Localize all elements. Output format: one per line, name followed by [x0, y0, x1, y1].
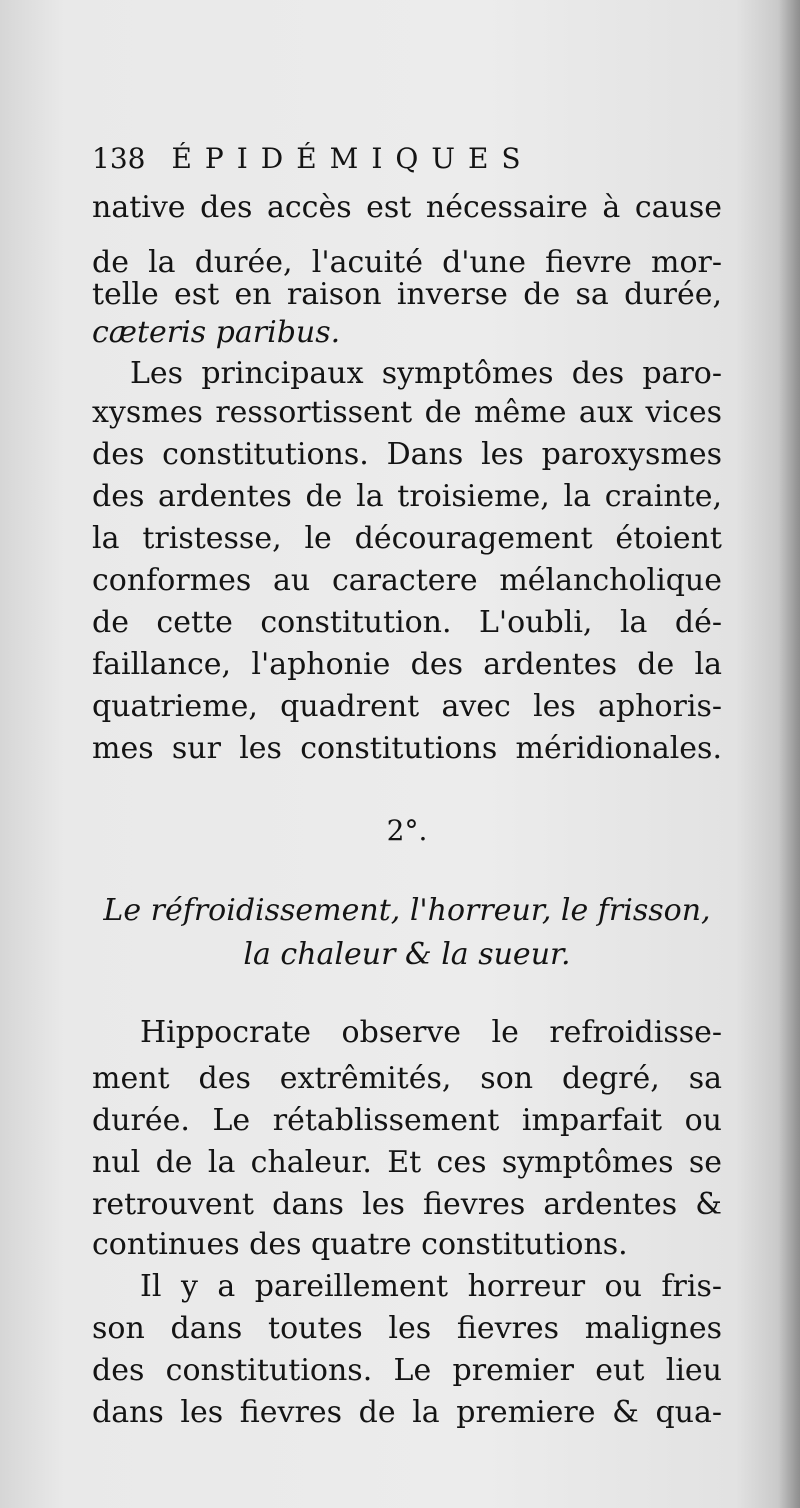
text-line: xysmes ressortissent de même aux vices — [92, 395, 722, 430]
text-line: conformes au caractere mélancholique — [92, 563, 722, 598]
text-line: durée. Le rétablissement imparfait ou — [92, 1103, 722, 1138]
text-line: des constitutions. Dans les paroxysmes — [92, 437, 722, 472]
text-line: native des accès est nécessaire à cause — [92, 190, 722, 225]
text-line: de cette constitution. L'oubli, la dé- — [92, 605, 722, 640]
text-line: quatrieme, quadrent avec les aphoris- — [92, 689, 722, 724]
text-line: ment des extrêmités, son degré, sa — [92, 1061, 722, 1096]
section-heading-line1: Le réfroidissement, l'horreur, le frisson, — [103, 893, 711, 928]
page-number: 138 — [92, 142, 146, 175]
text-line: des ardentes de la troisieme, la crainte, — [92, 479, 722, 514]
section-number: 2°. — [386, 814, 428, 847]
page-gutter-shadow — [778, 0, 800, 1508]
text-line: son dans toutes les fievres malignes — [92, 1311, 722, 1346]
text-line: Il y a pareillement horreur ou fris- — [140, 1269, 722, 1304]
text-line: cæteris paribus. — [92, 315, 341, 350]
text-line: continues des quatre constitutions. — [92, 1227, 628, 1262]
text-line: de la durée, l'acuité d'une fievre mor- — [92, 245, 722, 280]
running-header — [92, 142, 652, 186]
text-line: la tristesse, le découragement étoient — [92, 521, 722, 556]
section-heading-line2: la chaleur & la sueur. — [243, 937, 571, 972]
text-line: faillance, l'aphonie des ardentes de la — [92, 647, 722, 682]
text-line: retrouvent dans les fievres ardentes & — [92, 1187, 722, 1222]
text-line: Hippocrate observe le refroidisse- — [140, 1015, 722, 1050]
text-line: dans les fievres de la premiere & qua- — [92, 1395, 722, 1430]
text-line: telle est en raison inverse de sa durée, — [92, 277, 722, 312]
text-line: des constitutions. Le premier eut lieu — [92, 1353, 722, 1388]
text-line: Les principaux symptômes des paro- — [130, 356, 722, 391]
running-title: ÉPIDÉMIQUES — [171, 142, 534, 175]
text-line: nul de la chaleur. Et ces symptômes se — [92, 1145, 722, 1180]
text-line: mes sur les constitutions méridionales. — [92, 731, 722, 766]
